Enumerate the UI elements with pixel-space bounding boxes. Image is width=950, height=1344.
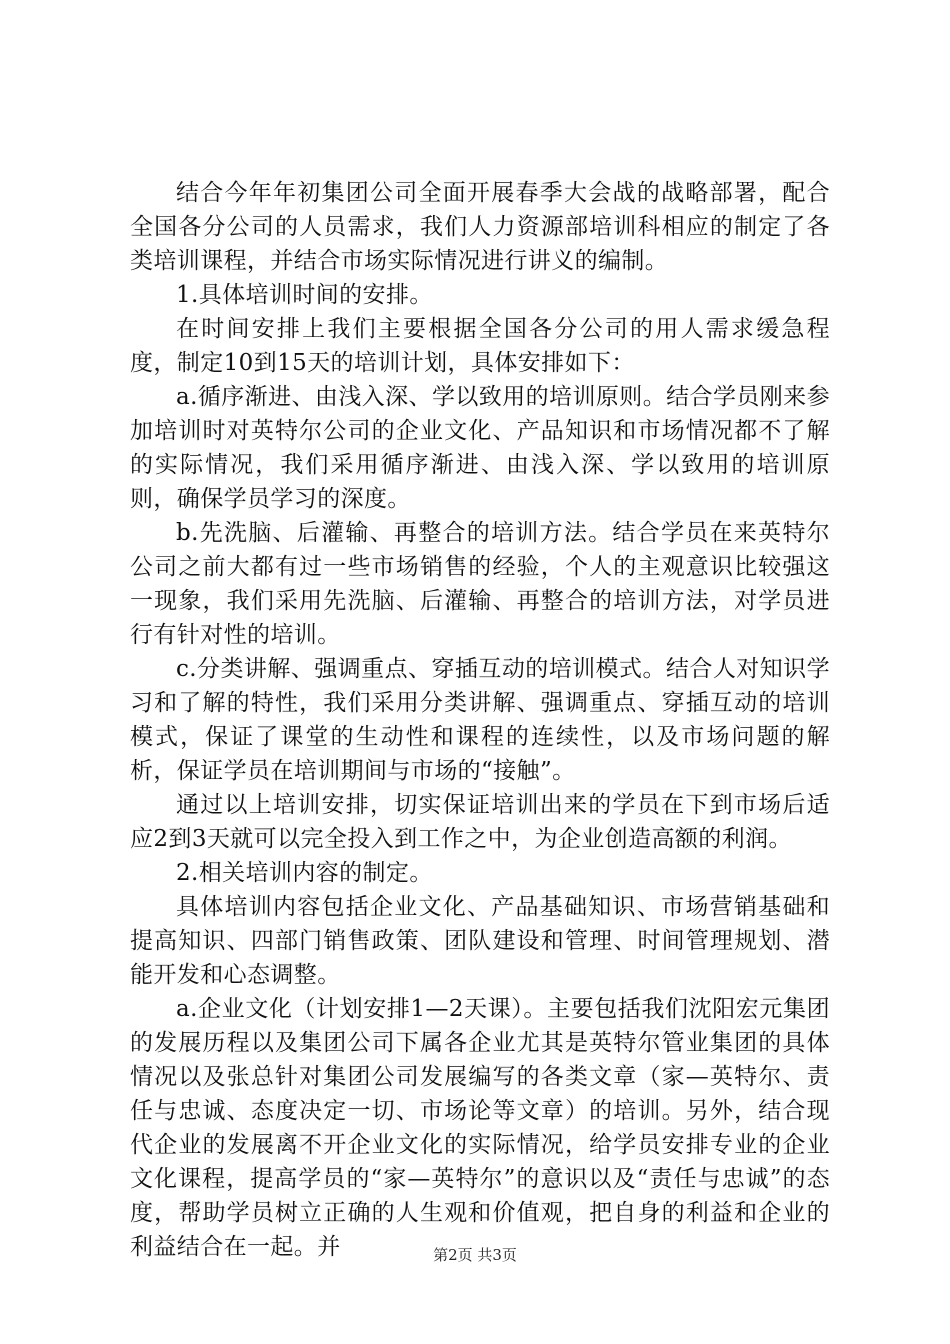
list-item-corporate-culture-a: a.企业文化（计划安排1—2天课）。主要包括我们沈阳宏元集团的发展历程以及集团公司下属各企业尤其是英特尔管业集团的具体情况以及张总针对集团公司发展编写的各类文章（家—英特尔、责任与忠诚、态度决定一切、市场论等文章）的培训。另外，结合现代企业的发展离不开企业文化的实际情况，给学员安排专业的企业文化课程，提高学员的“家—英特尔”的意识以及“责任与忠诚”的态度，帮助学员树立正确的人生观和价值观，把自身的利益和企业的利益结合在一起。并	[130, 996, 830, 1260]
list-item-method-b: b.先洗脑、后灌输、再整合的培训方法。结合学员在来英特尔公司之前大都有过一些市场销售的经验，个人的主观意识比较强这一现象，我们采用先洗脑、后灌输、再整合的培训方法，对学员进行有针对性的培训。	[130, 520, 830, 648]
paragraph-schedule-overview: 在时间安排上我们主要根据全国各分公司的用人需求缓急程度，制定10到15天的培训计划，具体安排如下：	[130, 316, 830, 376]
paragraph-intro: 结合今年年初集团公司全面开展春季大会战的战略部署，配合全国各分公司的人员需求，我们人力资源部培训科相应的制定了各类培训课程，并结合市场实际情况进行讲义的编制。	[130, 180, 830, 274]
document-body	[130, 176, 830, 1264]
paragraph-content-overview: 具体培训内容包括企业文化、产品基础知识、市场营销基础和提高知识、四部门销售政策、团队建设和管理、时间管理规划、潜能开发和心态调整。	[130, 894, 830, 988]
section-heading-training-content: 2.相关培训内容的制定。	[176, 860, 433, 886]
page-number-label: 第2页 共3页	[433, 1246, 517, 1264]
section-heading-training-schedule: 1.具体培训时间的安排。	[176, 282, 433, 308]
list-item-mode-c: c.分类讲解、强调重点、穿插互动的培训模式。结合人对知识学习和了解的特性，我们采用分类讲解、强调重点、穿插互动的培训模式，保证了课堂的生动性和课程的连续性，以及市场问题的解析，保证学员在培训期间与市场的“接触”。	[130, 656, 830, 784]
list-item-principle-a: a.循序渐进、由浅入深、学以致用的培训原则。结合学员刚来参加培训时对英特尔公司的企业文化、产品知识和市场情况都不了解的实际情况，我们采用循序渐进、由浅入深、学以致用的培训原则，确保学员学习的深度。	[130, 384, 830, 512]
paragraph-schedule-summary: 通过以上培训安排，切实保证培训出来的学员在下到市场后适应2到3天就可以完全投入到工作之中，为企业创造高额的利润。	[130, 792, 830, 852]
page-footer	[0, 1245, 950, 1265]
